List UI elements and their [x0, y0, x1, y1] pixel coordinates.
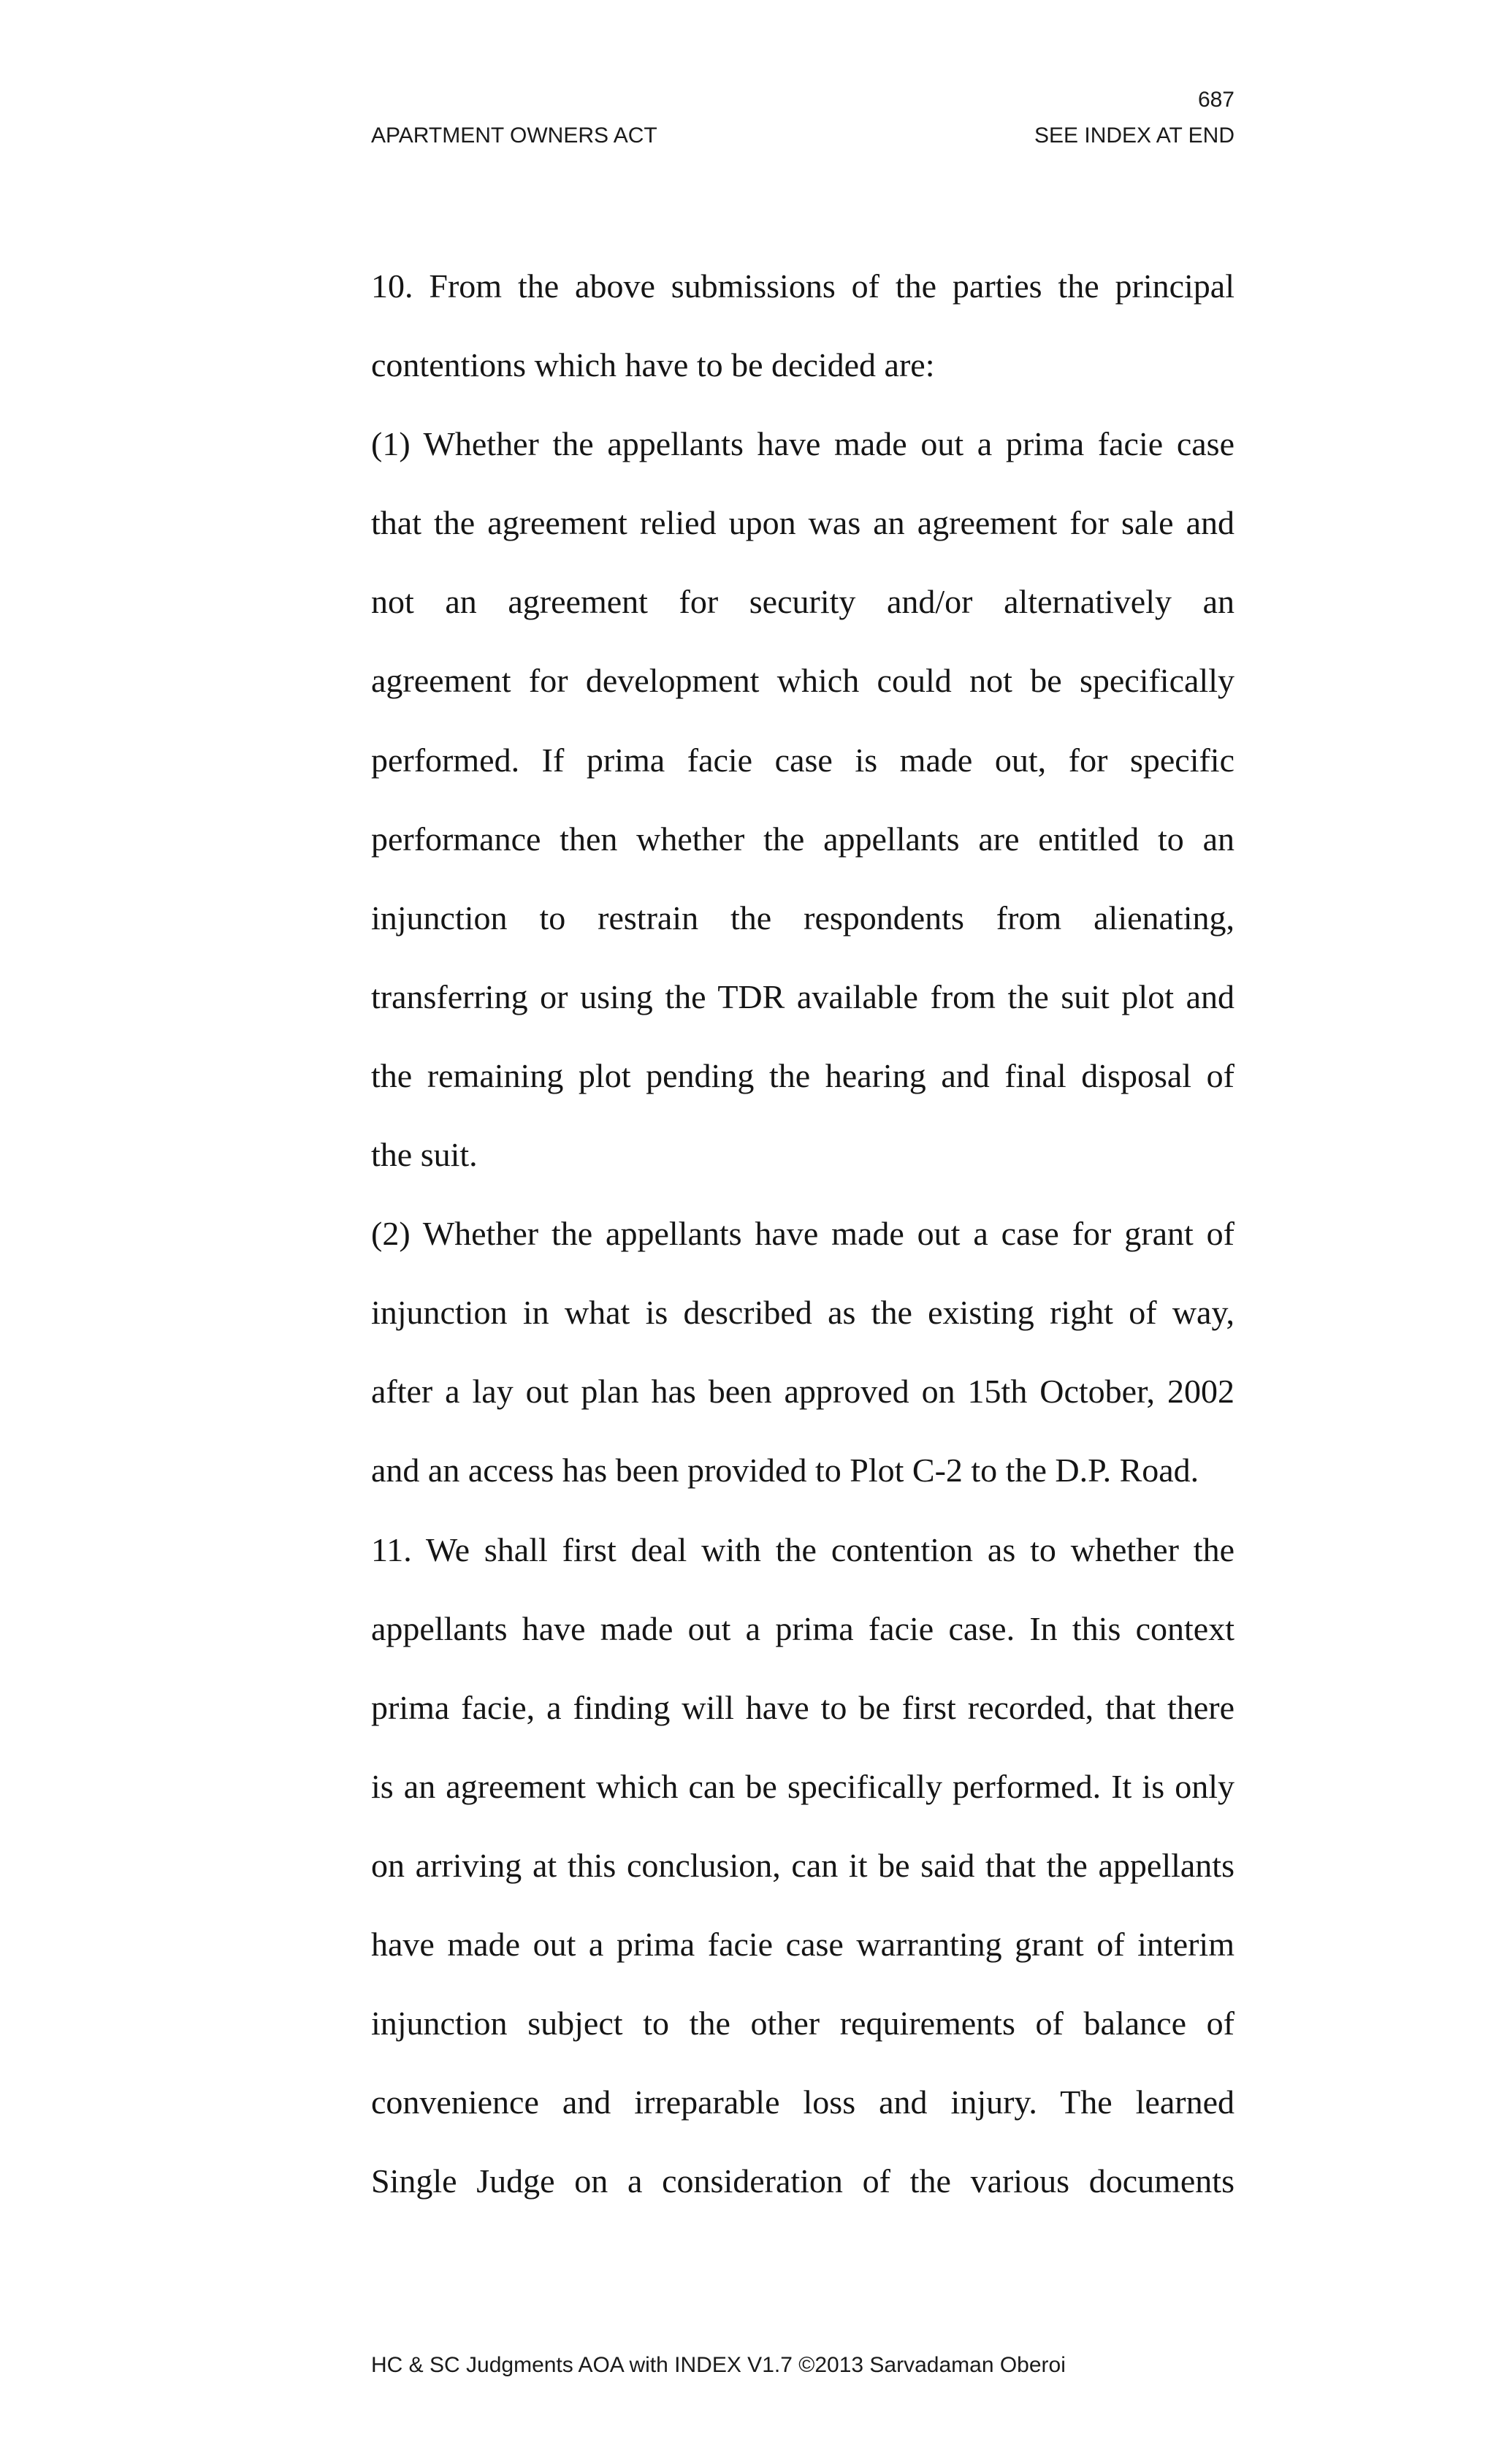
body-line: injunction in what is described as the existing right of way, [371, 1294, 1234, 1332]
judgment-body [371, 264, 1234, 2238]
header-left-title: APARTMENT OWNERS ACT [371, 123, 657, 148]
header-right-title: SEE INDEX AT END [1034, 123, 1234, 148]
body-line: after a lay out plan has been approved on 15th October, 2002 [371, 1373, 1234, 1411]
body-line: Single Judge on a consideration of the various documents [371, 2162, 1234, 2200]
body-line: that the agreement relied upon was an agreement for sale and [371, 504, 1234, 542]
body-line: contentions which have to be decided are: [371, 346, 935, 384]
body-line: on arriving at this conclusion, can it be said that the appellants [371, 1846, 1234, 1884]
page-number: 687 [1197, 88, 1234, 112]
body-line: and an access has been provided to Plot C-2 to the D.P. Road. [371, 1452, 1199, 1490]
body-line: have made out a prima facie case warranting grant of interim [371, 1925, 1234, 1963]
body-line: the remaining plot pending the hearing and final disposal of [371, 1056, 1234, 1094]
body-line: injunction to restrain the respondents from alienating, [371, 899, 1234, 937]
body-line: appellants have made out a prima facie case. In this context [371, 1609, 1234, 1647]
body-line: transferring or using the TDR available from the suit plot and [371, 977, 1234, 1015]
body-line: 10. From the above submissions of the parties the principal [371, 267, 1234, 305]
page-footer: HC & SC Judgments AOA with INDEX V1.7 ©2013 Sarvadaman Oberoi [371, 2353, 1066, 2377]
body-line: convenience and irreparable loss and injury. The learned [371, 2083, 1234, 2121]
body-line: is an agreement which can be specifically performed. It is only [371, 1767, 1234, 1805]
body-line: (1) Whether the appellants have made out a prima facie case [371, 425, 1234, 463]
body-line: 11. We shall first deal with the contention as to whether the [371, 1530, 1234, 1568]
body-line: (2) Whether the appellants have made out a case for grant of [371, 1215, 1234, 1253]
body-line: prima facie, a finding will have to be first recorded, that there [371, 1688, 1234, 1726]
body-line: injunction subject to the other requirements of balance of [371, 2005, 1234, 2042]
body-line: performance then whether the appellants are entitled to an [371, 820, 1234, 858]
page-header [371, 123, 1234, 149]
body-line: agreement for development which could not be specifically [371, 662, 1234, 700]
body-line: performed. If prima facie case is made out, for specific [371, 741, 1234, 779]
body-line: not an agreement for security and/or alternatively an [371, 583, 1234, 621]
body-line: the suit. [371, 1136, 478, 1174]
